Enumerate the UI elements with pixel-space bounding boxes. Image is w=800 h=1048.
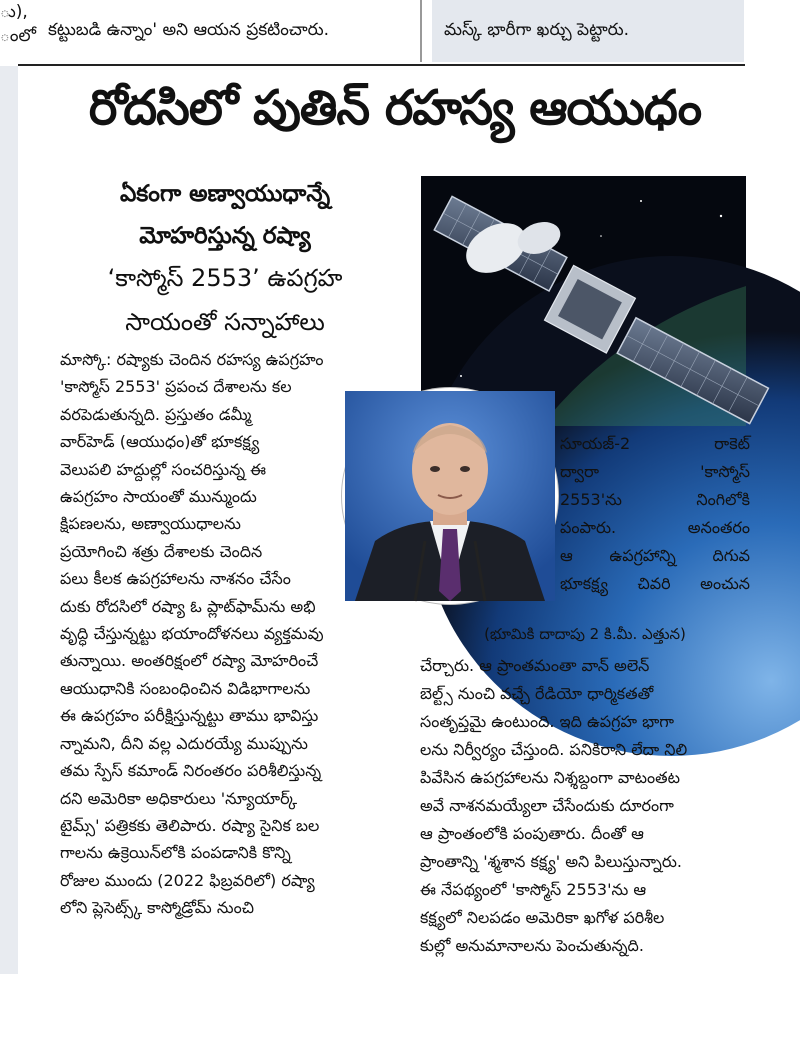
body-line: లోని ప్లెసెట్స్క్ కాస్మోడ్రోమ్ నుంచి	[60, 898, 254, 918]
article-deck	[60, 172, 390, 344]
fragment-line: ు),	[0, 2, 28, 22]
deck-line: మోహరిస్తున్న రష్యా	[139, 223, 311, 249]
altitude-note: (భూమికి దాదాపు 2 కి.మీ. ఎత్తున)	[484, 625, 686, 643]
cut-line	[48, 0, 418, 16]
body-line: పలు కీలక ఉపగ్రహాలను నాశనం చేసేం	[60, 569, 291, 589]
body-line: ప్రాంతాన్ని 'శ్మశాన కక్ష్య' అని పిలుస్తున్నారు.	[420, 852, 682, 871]
body-line: ఈ ఉపగ్రహం పరీక్షిస్తున్నట్టు తాము భావిస్తు	[60, 706, 319, 726]
article-body-right	[420, 652, 752, 960]
body-line: రోజుల ముందు (2022 ఫిబ్రవరిలో) రష్యా	[60, 870, 315, 890]
left-column-fragment	[0, 0, 36, 66]
section-rule	[18, 64, 745, 66]
article-headline: రోదసిలో పుతిన్ రహస్య ఆయుధం	[88, 80, 702, 136]
deck-line: సాయంతో సన్నాహాలు	[125, 308, 325, 336]
body-line: అవే నాశనమయ్యేలా చేసేందుకు దూరంగా	[420, 796, 674, 815]
body-line: 2553'ను నింగిలోకి	[560, 490, 750, 509]
column-divider	[420, 0, 422, 62]
body-line: ఆ ఉపగ్రహాన్ని దిగువ	[560, 546, 750, 565]
previous-article-strip	[0, 0, 800, 66]
satellite-photo	[421, 176, 746, 426]
fragment-line: ంలో	[0, 26, 36, 46]
boxed-article-fragment	[432, 0, 744, 62]
body-line: చేర్చారు. ఆ ప్రాంతమంతా వాన్ అలెన్	[420, 656, 650, 675]
body-line: కక్ష్యలో నిలపడం అమెరికా ఖగోళ పరిశీల	[420, 908, 665, 927]
body-line: క్షిపణలను, అణ్వాయుధాలను	[60, 514, 241, 534]
deck-line: ఏకంగా అణ్వాయుధాన్నే	[119, 181, 331, 207]
deck-line: ‘కాస్మోస్ 2553’ ఉపగ్రహ	[107, 264, 343, 292]
body-line: దని అమెరికా అధికారులు 'న్యూయార్క్	[60, 788, 298, 808]
satellite-illustration	[421, 176, 746, 426]
body-line: 'కాస్మోస్ 2553' ప్రపంచ దేశాలను కల	[60, 377, 292, 397]
body-line: కుల్లో అనుమానాలను పెంచుతున్నది.	[420, 936, 644, 955]
body-line: సూయజ్-2 రాకెట్	[560, 434, 750, 453]
body-line: ఉపగ్రహం సాయంతో మున్ముందు	[60, 487, 257, 507]
body-line: తమ స్పేస్ కమాండ్ నిరంతరం పరిశీలిస్తున్న	[60, 761, 322, 781]
body-line: ద్వారా 'కాస్మోస్	[560, 462, 750, 481]
middle-column-fragment	[48, 0, 418, 44]
fragment-line: కట్టుబడి ఉన్నాం' అని ఆయన ప్రకటించారు.	[48, 20, 330, 40]
body-line: పంపారు. అనంతరం	[560, 518, 750, 537]
article-body-left	[60, 346, 392, 922]
body-line: మాస్కో: రష్యాకు చెందిన రహస్య ఉపగ్రహం	[60, 350, 324, 369]
body-line: దుకు రోదసిలో రష్యా ఓ ప్లాట్‌ఫామ్‌ను అభి	[60, 596, 316, 616]
body-line: గాలను ఉక్రెయిన్‌లోకి పంపడానికి కొన్ని	[60, 843, 291, 863]
body-line: వరపెడుతున్నది. ప్రస్తుతం డమ్మీ	[60, 404, 252, 424]
body-line: బెల్ట్స్ నుంచి వచ్చే రేడియో ధార్మికతతో	[420, 684, 654, 703]
body-line: ఆ ప్రాంతంలోకి పంపుతారు. దీంతో ఆ	[420, 824, 644, 843]
body-line: ప్రయోగించి శత్రు దేశాలకు చెందిన	[60, 541, 263, 561]
body-line: పివేసిన ఉపగ్రహాలను నిశ్శబ్దంగా వాటంతట	[420, 768, 680, 787]
body-line: భూకక్ష్య చివరి అంచున	[560, 574, 750, 593]
article-body-wrap	[560, 430, 750, 598]
fragment-line: మస్క్ భారీగా ఖర్చు పెట్టారు.	[444, 20, 630, 40]
body-line: తున్నాయి. అంతరిక్షంలో రష్యా మోహరించే	[60, 651, 319, 671]
body-line: ఈ నేపథ్యంలో 'కాస్మోస్ 2553'ను ఆ	[420, 880, 647, 899]
body-line: లను నిర్వీర్యం చేస్తుంది. పనికిరాని లేదా నిలి	[420, 740, 688, 759]
body-line: వెలుపలి హద్దుల్లో సంచరిస్తున్న ఈ	[60, 459, 267, 479]
body-line: టైమ్స్' పత్రికకు తెలిపారు. రష్యా సైనిక బల	[60, 815, 320, 835]
body-line: న్నామని, దీని వల్ల ఎదురయ్యే ముప్పును	[60, 733, 308, 753]
body-line: వృద్ధి చేస్తున్నట్టు భయాందోళనలు వ్యక్తమవు	[60, 624, 324, 644]
body-line: సంతృప్తమై ఉంటుంది. ఇది ఉపగ్రహ భాగా	[420, 712, 674, 731]
left-margin-bar	[0, 66, 18, 974]
cut-line	[444, 0, 744, 16]
body-line: ఆయుధానికి సంబంధించిన విడిభాగాలను	[60, 678, 311, 698]
body-line: వార్‌హెడ్ (ఆయుధం)తో భూకక్ష్య	[60, 432, 260, 452]
